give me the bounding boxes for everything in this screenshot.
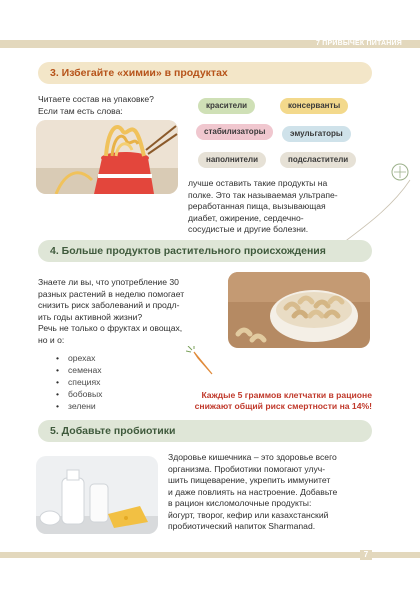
list-item: • зелени	[68, 400, 188, 412]
para-line: Знаете ли вы, что употребление 30	[38, 277, 179, 287]
list-item: • специях	[68, 376, 188, 388]
footer-band	[0, 552, 420, 558]
header-label: 7 ПРИВЫЧЕК ПИТАНИЯ	[310, 40, 408, 48]
cashew-image	[228, 272, 370, 348]
tag-preservatives: консерванты	[280, 98, 348, 114]
para-line: и даже повлиять на настроение. Добавьте	[168, 486, 338, 497]
conclusion-line: реработанная пища, вызывающая	[188, 201, 326, 211]
carrot-icon	[186, 346, 220, 380]
para-line: разных растений в неделю помогает	[38, 288, 185, 299]
callout-line: снижают общий риск смертности на 14%!	[194, 401, 372, 411]
tag-emulsifiers: эмульгаторы	[282, 126, 351, 142]
conclusion-line: полке. Это так называемая ультрапе-	[188, 189, 338, 200]
list-item: • бобовых	[68, 388, 188, 400]
callout-line: Каждые 5 граммов клетчатки в рационе	[201, 390, 372, 400]
fiber-callout	[150, 390, 372, 412]
page-number: 7	[360, 550, 372, 560]
para-line: снизить риск заболеваний и продл-	[38, 300, 180, 310]
list-item: • семенах	[68, 364, 188, 376]
tag-colorants: красители	[198, 98, 255, 114]
intro-line: Читаете состав на упаковке?	[38, 94, 154, 104]
list-item: • орехах	[68, 352, 188, 364]
tag-fillers: наполнители	[198, 152, 266, 168]
para-line: Здоровье кишечника – это здоровье всего	[168, 452, 337, 462]
section3-intro	[38, 94, 188, 117]
para-line: шить пищеварение, укрепить иммунитет	[168, 475, 331, 485]
tag-stabilizers: стабилизаторы	[196, 124, 273, 140]
noodles-illustration	[36, 120, 178, 194]
para-line: Речь не только о фруктах и овощах,	[38, 323, 183, 333]
conclusion-line: лучше оставить такие продукты на	[188, 178, 328, 188]
para-line: организма. Пробиотики помогают улуч-	[168, 463, 326, 474]
noodles-image	[36, 120, 178, 194]
intro-line: Если там есть слова:	[38, 105, 123, 116]
para-line: в рацион кисломолочные продукты:	[168, 498, 312, 508]
conclusion-line: диабет, ожирение, сердечно-	[188, 212, 304, 223]
dairy-illustration	[36, 456, 158, 534]
section4-title: 4. Больше продуктов растительного происхождения	[38, 240, 372, 262]
section5-paragraph	[168, 452, 376, 533]
section5-title: 5. Добавьте пробиотики	[38, 420, 372, 442]
dairy-image	[36, 456, 158, 534]
para-line: йогурт, творог, кефир или казахстанский	[168, 509, 329, 520]
cashew-illustration	[228, 272, 370, 348]
para-line: но и о:	[38, 334, 65, 345]
tag-sweeteners: подсластители	[280, 152, 356, 168]
section4-paragraph	[38, 277, 218, 346]
para-line: ить годы активной жизни?	[38, 311, 143, 322]
para-line: пробиотический напиток Sharmanad.	[168, 521, 316, 531]
section3-title: 3. Избегайте «химии» в продуктах	[38, 62, 372, 84]
conclusion-line: сосудистые и другие болезни.	[188, 224, 309, 234]
